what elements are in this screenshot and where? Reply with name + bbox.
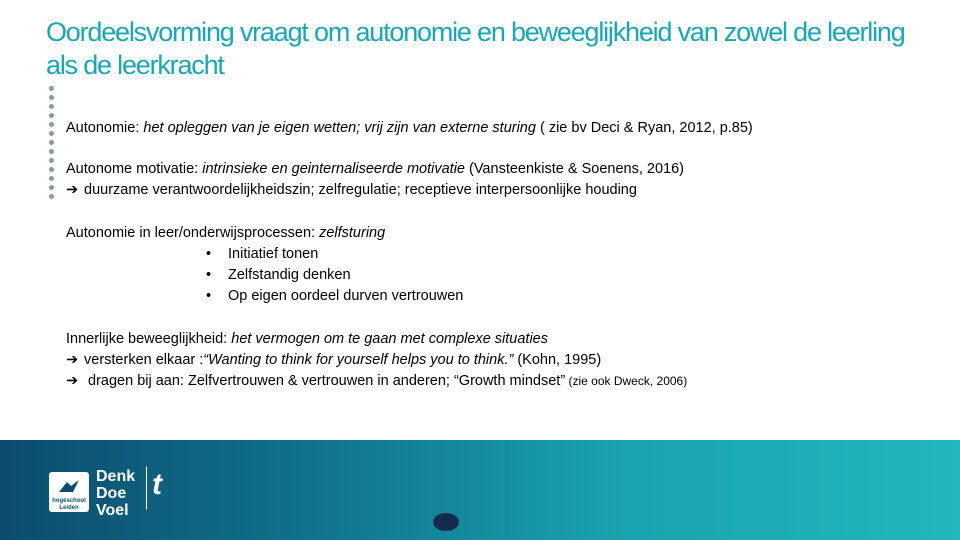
leerprocessen-bullets — [66, 244, 936, 307]
slide-body — [66, 118, 936, 392]
beweeglijkheid-definition: het vermogen om te gaan met complexe situaties — [231, 331, 548, 347]
navigation-dot[interactable] — [433, 513, 459, 531]
list-item: • Initiatief tonen — [66, 244, 936, 265]
autonomie-citation: ( zie bv Deci & Ryan, 2012, p.85) — [535, 120, 753, 136]
beweeglijkheid-line-3 — [66, 371, 936, 392]
arrow-right-icon: ➔ — [66, 352, 79, 368]
list-item: • Op eigen oordeel durven vertrouwen — [66, 286, 936, 307]
logo-text: hogeschool Leiden — [52, 498, 86, 511]
leerprocessen-emphasis: zelfsturing — [319, 225, 386, 241]
motivatie-line — [66, 159, 936, 180]
motivatie-definition: intrinsieke en geinternaliseerde motivatie — [202, 161, 465, 177]
slide-title: Oordeelsvorming vraagt om autonomie en beweeglijkheid van zowel de leerling als de leerkracht — [46, 17, 905, 80]
motivatie-citation: (Vansteenkiste & Soenens, 2016) — [464, 161, 684, 177]
brand-divider — [146, 466, 147, 510]
beweeglijkheid-line — [66, 329, 936, 350]
brand-mark: t — [152, 468, 162, 501]
motivatie-label: Autonome motivatie: — [66, 161, 203, 177]
decorative-dots — [49, 86, 55, 203]
beweeglijkheid-line-2 — [66, 350, 936, 371]
footer-band — [0, 440, 960, 540]
beweeglijkheid-line2-prefix: versterken elkaar : — [84, 352, 204, 368]
arrow-right-icon: ➔ — [66, 182, 79, 198]
autonomie-definition: het opleggen van je eigen wetten; vrij zijn van externe sturing — [143, 120, 536, 136]
list-item: • Zelfstandig denken — [66, 265, 936, 286]
beweeglijkheid-label: Innerlijke beweeglijkheid: — [66, 331, 232, 347]
kohn-quote: “Wanting to think for yourself helps you to think.” — [203, 352, 514, 368]
leerprocessen-line — [66, 223, 936, 244]
bird-logo-icon — [57, 478, 81, 496]
dweck-citation: (zie ook Dweck, 2006) — [565, 374, 688, 388]
leerprocessen-label: Autonomie in leer/onderwijsprocessen: — [66, 225, 320, 241]
kohn-citation: (Kohn, 1995) — [513, 352, 602, 368]
motivatie-consequence-line — [66, 180, 936, 201]
motivatie-consequence: duurzame verantwoordelijkheidszin; zelfregulatie; receptieve interpersoonlijke houding — [84, 182, 637, 198]
brand-line-denk: Denk — [96, 468, 136, 485]
autonomie-label: Autonomie: — [66, 120, 144, 136]
brand-wordmark — [96, 468, 135, 519]
autonomie-line — [66, 118, 936, 139]
arrow-right-icon: ➔ — [66, 373, 79, 389]
brand-line-doe: Doe — [96, 485, 127, 502]
brand-line-voel: Voel — [96, 502, 129, 519]
beweeglijkheid-line3: dragen bij aan: Zelfvertrouwen & vertrouwen in anderen; “Growth mindset” — [84, 373, 566, 389]
